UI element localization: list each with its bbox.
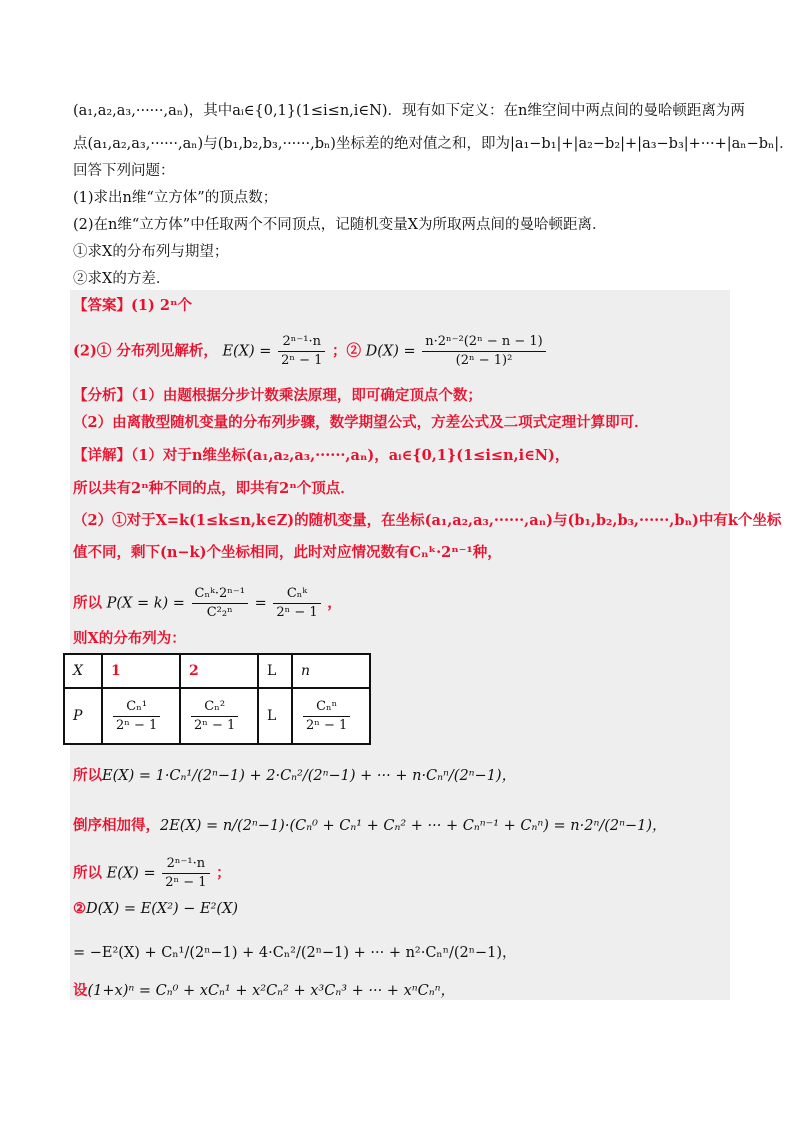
answer-line-2 (73, 333, 548, 370)
probability-fraction-1: $\frac{\text{Cₙᵏ·2ⁿ⁻¹}}{\text{C²₂ⁿ}}$ (192, 585, 248, 622)
problem-line-3: 回答下列问题： (73, 163, 175, 179)
reverse-sum-line: 倒序相加得，2E(X) = n/(2ⁿ−1)·(Cₙ⁰ + Cₙ¹ + Cₙ² + ··· + Cₙⁿ⁻¹ + Cₙⁿ) = n·2ⁿ/(2ⁿ−1)， (73, 817, 667, 834)
answer-2-mid: ；② (332, 342, 361, 360)
analysis-line-2: （2）由离散型随机变量的分布列步骤，数学期望公式，方差公式及二项式定理计算即可． (73, 414, 649, 431)
answer-e-lhs: E(X) = (222, 343, 272, 360)
analysis-line-1: 【分析】（1）由题根据分步计数乘法原理，即可确定顶点个数； (73, 387, 482, 404)
problem-line-2: 点(a₁,a₂,a₃,······,aₙ)与(b₁,b₂,b₃,······,bₙ)坐标差的绝对值之和，即为|a₁−b₁|+|a₂−b₂|+|a₃−b₃|+···+|aₙ−bₙ|． (73, 136, 794, 152)
table-cell: n (292, 654, 370, 688)
table-cell: X (64, 654, 102, 688)
detail-line-2: 所以共有2ⁿ种不同的点，即共有2ⁿ个顶点． (73, 480, 355, 497)
table-cell: 2 (180, 654, 258, 688)
table-cell: $\frac{\text{Cₙ²}}{\text{2ⁿ − 1}}$ (180, 688, 258, 744)
table-cell: L (258, 688, 292, 744)
question-1: (1)求出n维“立方体”的顶点数； (73, 190, 278, 206)
detail-label: 【详解】 (73, 447, 131, 464)
distribution-table (63, 653, 371, 745)
problem-line-1: (a₁,a₂,a₃,······,aₙ)，其中aᵢ∈{0,1}(1≤i≤n,i∈N)．现有如下定义：在n维空间中两点间的曼哈顿距离为两 (73, 103, 745, 119)
answer-label: 【答案】 (73, 297, 131, 314)
table-cell: $\frac{\text{Cₙ¹}}{\text{2ⁿ − 1}}$ (102, 688, 180, 744)
analysis-label: 【分析】 (73, 387, 131, 404)
expectation-fraction: $\frac{\text{2ⁿ⁻¹·n}}{\text{2ⁿ − 1}}$ (162, 855, 209, 892)
detail-line-6: 则X的分布列为： (73, 630, 186, 647)
detail-line-3: （2）①对于X=k(1≤k≤n,k∈Z)的随机变量，在坐标(a₁,a₂,a₃,······,aₙ)与(b₁,b₂,b₃,······,bₙ)中有k个坐标 (73, 512, 782, 529)
table-cell: $\frac{\text{Cₙⁿ}}{\text{2ⁿ − 1}}$ (292, 688, 370, 744)
variance-line-3: 设(1+x)ⁿ = Cₙ⁰ + xCₙ¹ + x²Cₙ² + x³Cₙ³ + ··· + xⁿCₙⁿ， (73, 982, 455, 999)
detail-line-5: 所以 P(X = k) = $\frac{\text{Cₙᵏ·2ⁿ⁻¹}}{\text{C²₂ⁿ}}$ = $\frac{\text{Cₙᵏ}}{\text{2ⁿ − 1}}$ ， (73, 586, 342, 620)
question-2: (2)在n维“立方体”中任取两个不同顶点，记随机变量X为所取两点间的曼哈顿距离． (73, 217, 607, 233)
answer-e-fraction: $\frac{\text{2ⁿ⁻¹·n}}{\text{2ⁿ − 1}}$ (278, 333, 325, 370)
table-row (64, 654, 370, 688)
table-row (64, 688, 370, 744)
answer-2-pre: (2)① 分布列见解析， (73, 342, 218, 360)
table-cell: L (258, 654, 292, 688)
answer-line-1 (73, 295, 192, 317)
question-2b: ②求X的方差． (73, 271, 171, 287)
question-2a: ①求X的分布列与期望； (73, 244, 229, 260)
expectation-result-line: 所以 E(X) = $\frac{\text{2ⁿ⁻¹·n}}{\text{2ⁿ − 1}}$ ； (73, 856, 231, 890)
table-cell: 1 (102, 654, 180, 688)
table-cell: P (64, 688, 102, 744)
variance-line-1: ②D(X) = E(X²) − E²(X) (73, 900, 239, 917)
expectation-line: 所以E(X) = 1·Cₙ¹/(2ⁿ−1) + 2·Cₙ²/(2ⁿ−1) + ··· + n·Cₙⁿ/(2ⁿ−1)， (73, 767, 517, 784)
answer-d-fraction: $\frac{\text{n·2ⁿ⁻²(2ⁿ − n − 1)}}{\text{(2ⁿ − 1)²}}$ (422, 333, 545, 370)
detail-line-1: 【详解】（1）对于n维坐标(a₁,a₂,a₃,······,aₙ)，aᵢ∈{0,1}(1≤i≤n,i∈N)， (73, 447, 570, 464)
answer-1: (1) 2ⁿ个 (131, 297, 192, 314)
answer-d-lhs: D(X) = (365, 343, 416, 360)
probability-fraction-2: $\frac{\text{Cₙᵏ}}{\text{2ⁿ − 1}}$ (273, 585, 320, 622)
variance-line-2: = −E²(X) + Cₙ¹/(2ⁿ−1) + 4·Cₙ²/(2ⁿ−1) + ··· + n²·Cₙⁿ/(2ⁿ−1)， (73, 945, 517, 961)
detail-line-4: 值不同，剩下(n−k)个坐标相同，此时对应情况数有Cₙᵏ·2ⁿ⁻¹种， (73, 544, 502, 561)
